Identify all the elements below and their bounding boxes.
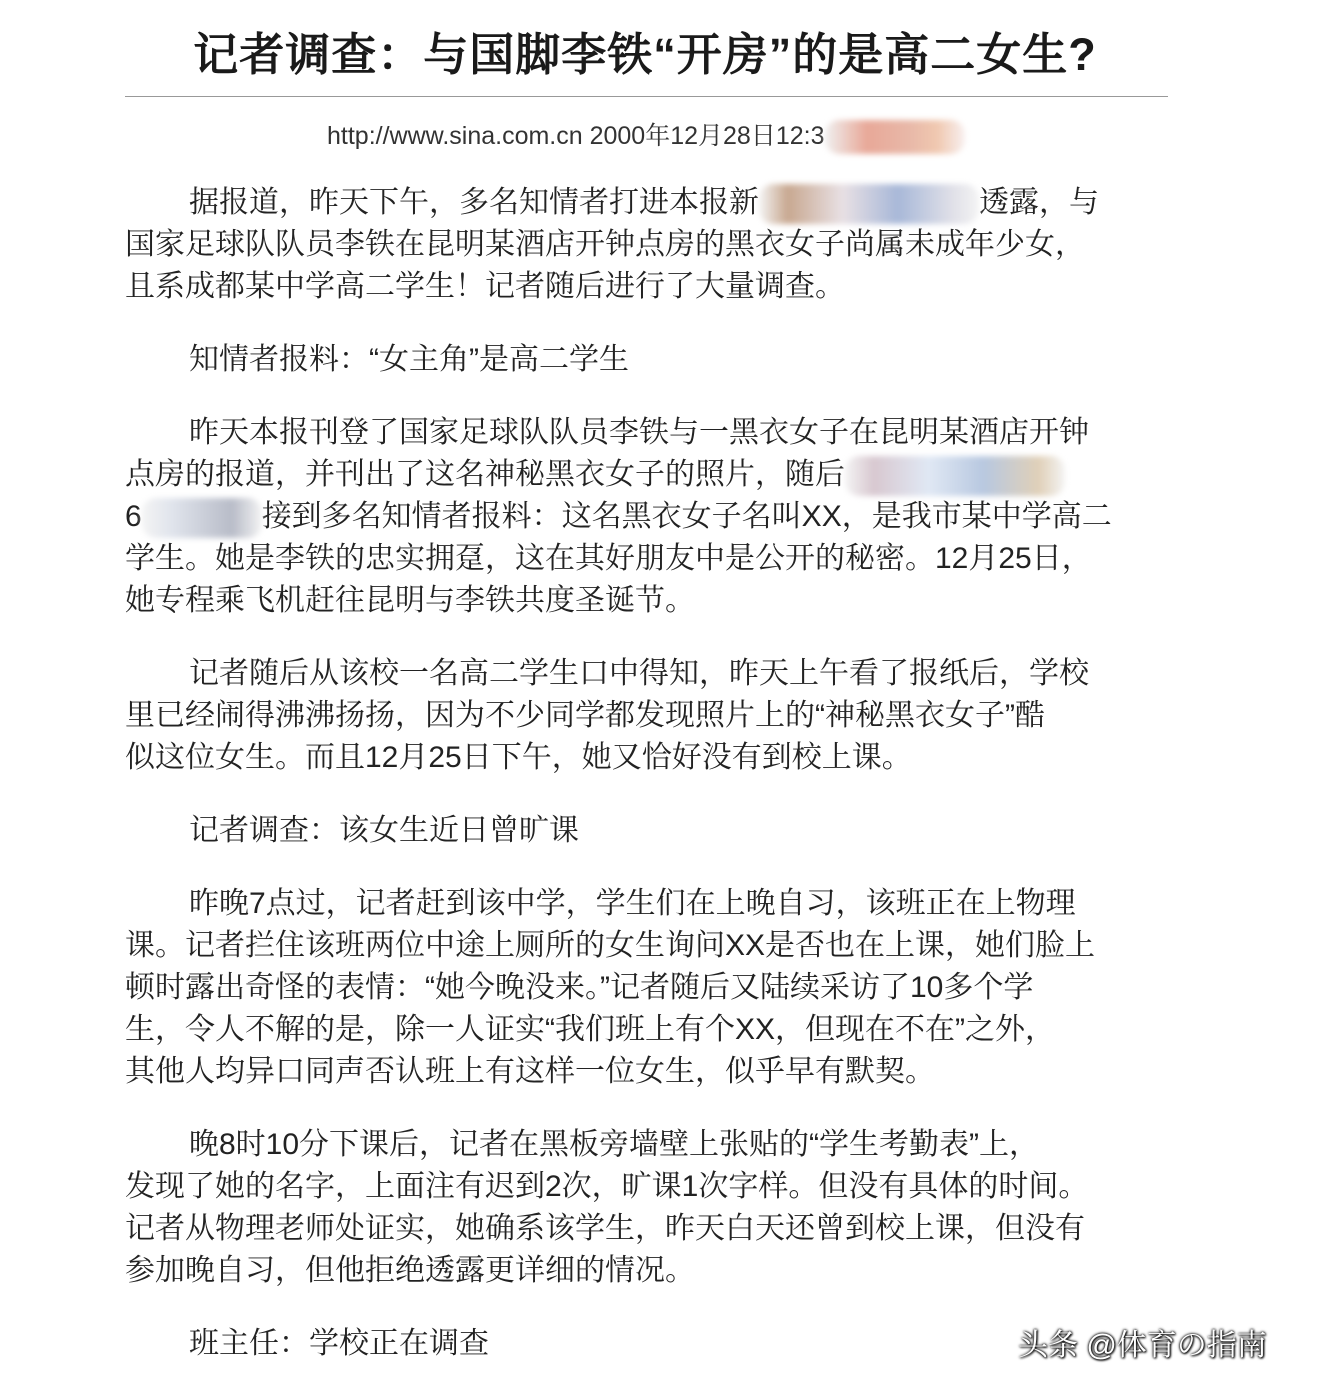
text-line xyxy=(125,580,1185,622)
text-line xyxy=(125,967,1185,1009)
redacted-blur xyxy=(142,498,262,538)
redacted-blur xyxy=(845,456,1065,496)
line-text: 接到多名知情者报料：这名黑衣女子名叫XX，是我市某中学高二 xyxy=(261,500,1112,533)
text-line xyxy=(125,1166,1185,1208)
line-text: 昨天本报刊登了国家足球队队员李铁与一黑衣女子在昆明某酒店开钟 xyxy=(189,416,1089,449)
line-text: 6 xyxy=(125,500,142,533)
line-text: 记者调查：该女生近日曾旷课 xyxy=(189,814,579,847)
line-text: 似这位女生。而且12月25日下午，她又恰好没有到校上课。 xyxy=(125,741,912,774)
line-text: 据报道，昨天下午，多名知情者打进本报新 xyxy=(189,186,759,219)
line-text: 透露，与 xyxy=(979,186,1099,219)
text-line xyxy=(125,1250,1185,1292)
line-text: 课。记者拦住该班两位中途上厕所的女生询问XX是否也在上课，她们脸上 xyxy=(125,929,1096,962)
line-text: 其他人均异口同声否认班上有这样一位女生，似乎早有默契。 xyxy=(125,1055,935,1088)
line-text: 知情者报料：“女主角”是高二学生 xyxy=(189,343,629,376)
paragraph xyxy=(125,412,1185,622)
article-body xyxy=(125,182,1185,1396)
text-line xyxy=(125,339,1185,381)
text-line xyxy=(125,224,1185,266)
line-text: 昨晚7点过，记者赶到该中学，学生们在上晚自习，该班正在上物理 xyxy=(189,887,1076,920)
line-text: 发现了她的名字，上面注有迟到2次，旷课1次字样。但没有具体的时间。 xyxy=(125,1170,1089,1203)
line-text: 记者从物理老师处证实，她确系该学生，昨天白天还曾到校上课，但没有 xyxy=(125,1212,1085,1245)
text-line xyxy=(125,496,1185,538)
watermark: 头条 @体育の指南 xyxy=(1018,1329,1267,1362)
text-line xyxy=(125,1208,1185,1250)
line-text: 班主任：学校正在调查 xyxy=(189,1327,489,1360)
article-source xyxy=(327,116,965,154)
line-text: 顿时露出奇怪的表情：“她今晚没来。”记者随后又陆续采访了10多个学 xyxy=(125,971,1034,1004)
line-text: 记者随后从该校一名高二学生口中得知，昨天上午看了报纸后，学校 xyxy=(189,657,1089,690)
section-heading xyxy=(125,810,1185,852)
text-line xyxy=(125,538,1185,580)
source-text: http://www.sina.com.cn 2000年12月28日12:3 xyxy=(327,122,825,150)
text-line xyxy=(125,737,1185,779)
text-line xyxy=(125,182,1185,224)
line-text: 生，令人不解的是，除一人证实“我们班上有个XX，但现在不在”之外， xyxy=(125,1013,1055,1046)
line-text: 国家足球队队员李铁在昆明某酒店开钟点房的黑衣女子尚属未成年少女， xyxy=(125,228,1085,261)
section-heading xyxy=(125,339,1185,381)
redacted-blur xyxy=(825,120,965,154)
redacted-blur xyxy=(759,184,979,224)
text-line xyxy=(125,695,1185,737)
text-line xyxy=(125,1124,1185,1166)
text-line xyxy=(125,454,1185,496)
paragraph xyxy=(125,1124,1185,1292)
line-text: 她专程乘飞机赶往昆明与李铁共度圣诞节。 xyxy=(125,584,695,617)
text-line xyxy=(125,266,1185,308)
title-divider xyxy=(125,96,1168,97)
text-line xyxy=(125,810,1185,852)
paragraph xyxy=(125,653,1185,779)
text-line xyxy=(125,1009,1185,1051)
text-line xyxy=(125,883,1185,925)
text-line xyxy=(125,412,1185,454)
text-line xyxy=(125,925,1185,967)
text-line xyxy=(125,1051,1185,1093)
line-text: 里已经闹得沸沸扬扬，因为不少同学都发现照片上的“神秘黑衣女子”酷 xyxy=(125,699,1045,732)
line-text: 参加晚自习，但他拒绝透露更详细的情况。 xyxy=(125,1254,695,1287)
line-text: 晚8时10分下课后，记者在黑板旁墙壁上张贴的“学生考勤表”上， xyxy=(189,1128,1040,1161)
line-text: 且系成都某中学高二学生！记者随后进行了大量调查。 xyxy=(125,270,845,303)
paragraph xyxy=(125,182,1185,308)
article-title: 记者调查：与国脚李铁“开房”的是高二女生? xyxy=(193,29,1097,80)
paragraph xyxy=(125,883,1185,1093)
text-line xyxy=(125,653,1185,695)
line-text: 点房的报道，并刊出了这名神秘黑衣女子的照片，随后 xyxy=(125,458,845,491)
line-text: 学生。她是李铁的忠实拥趸，这在其好朋友中是公开的秘密。12月25日， xyxy=(125,542,1092,575)
